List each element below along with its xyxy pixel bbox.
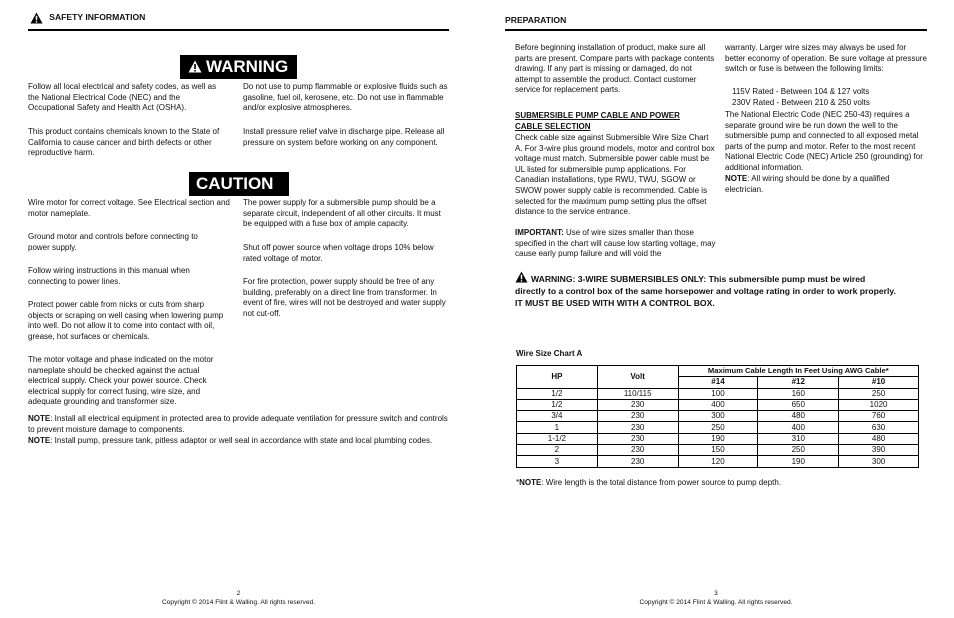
table-cell: 250 — [758, 445, 839, 456]
table-cell: 1-1/2 — [517, 433, 598, 444]
caution-col1-para-2: Ground motor and controls before connecting to power supply. — [28, 232, 198, 252]
note-label: NOTE — [28, 414, 51, 423]
table-cell: 300 — [839, 456, 919, 467]
warning-banner-label: WARNING — [206, 57, 289, 76]
table-cell: 230 — [597, 433, 678, 444]
caution-banner — [189, 172, 289, 196]
warning-line-2: directly to a control box of the same horsepower and voltage rating in order to work properly. — [515, 286, 896, 296]
caution-col1-para-3: Follow wiring instructions in this manual when connecting to power lines. — [28, 266, 190, 286]
cable-selection-heading — [515, 111, 715, 132]
table-cell: 3/4 — [517, 411, 598, 422]
safety-header-rule — [28, 29, 449, 31]
voltage-limit-115: 115V Rated - Between 104 & 127 volts — [732, 87, 870, 96]
column-header-volt: Volt — [597, 366, 678, 389]
table-cell: 100 — [678, 388, 758, 399]
table-row — [517, 399, 919, 410]
table-cell: 400 — [678, 399, 758, 410]
page-number: 3 — [714, 590, 718, 597]
table-row — [517, 422, 919, 433]
table-cell: 250 — [678, 422, 758, 433]
note-ventilation — [28, 414, 453, 435]
important-text: Use of wire sizes smaller than those specified in the chart will cause low starting voltage, may cause early pump failure and will void the — [515, 228, 716, 259]
copyright: Copyright © 2014 Flint & Walling. All rights reserved. — [639, 599, 793, 606]
note-plumbing — [28, 436, 453, 447]
table-row — [517, 445, 919, 456]
footnote-text: : Wire length is the total distance from power source to pump depth. — [541, 478, 782, 487]
caution-col1-para-5: The motor voltage and phase indicated on the motor nameplate should be checked against the actual electrical supply. Check your power source. Check electrical supply for correct fusing, wire size, and adequate grounding and transformer size. — [28, 355, 214, 407]
table-cell: 190 — [758, 456, 839, 467]
warning-col2-para-2: Install pressure relief valve in discharge pipe. Release all pressure on system before working on any component. — [243, 127, 445, 147]
caution-col2-para-1: The power supply for a submersible pump should be a separate circuit, independent of all other circuits. It must be equipped with a fuse box of ample capacity. — [243, 198, 441, 229]
safety-header — [30, 12, 145, 24]
table-cell: 120 — [678, 456, 758, 467]
note-text: : Install pump, pressure tank, pitless adaptor or well seal in accordance with state and local plumbing codes. — [50, 436, 433, 445]
table-cell: 190 — [678, 433, 758, 444]
nec-paragraph: The National Electric Code (NEC 250-43) requires a separate ground wire be run down the well to the submersible pump and connected to all exposed metal parts of the pump and motor. Refer to the most recent National Electric Code (NEC) Article 250 (grounding) for additional information. — [725, 110, 923, 172]
intro-paragraph: Before beginning installation of product, make sure all parts are present. Compare parts with package contents drawing. If any part is missing or damaged, do not attempt to assemble the product. Contact customer service for replacement parts. — [515, 43, 715, 95]
column-header-hp: HP — [517, 366, 598, 389]
table-cell: 230 — [597, 411, 678, 422]
table-footnote — [516, 478, 926, 489]
copyright: Copyright © 2014 Flint & Walling. All rights reserved. — [161, 599, 316, 606]
caution-banner-label: CAUTION — [196, 174, 274, 193]
warning-line-3: IT MUST BE USED WITH WITH A CONTROL BOX. — [515, 298, 715, 308]
warranty-paragraph: warranty. Larger wire sizes may always be used for better economy of operation. Be sure voltage at pressure switch or fuse is between the following limits: — [725, 43, 927, 74]
warning-col1-para-1: Follow all local electrical and safety codes, as well as the National Electrical Code (NEC) and the Occupational Safety and Health Act (OSHA). — [28, 82, 217, 113]
safety-header-title: SAFETY INFORMATION — [49, 12, 146, 23]
important-label: IMPORTANT: — [515, 228, 564, 237]
preparation-header: PREPARATION — [505, 15, 567, 25]
voltage-limit-230: 230V Rated - Between 210 & 250 volts — [732, 98, 870, 107]
three-wire-warning — [515, 271, 935, 309]
table-cell: 400 — [758, 422, 839, 433]
cable-selection-text: Check cable size against Submersible Wire Size Chart A. For 3-wire plus ground models, motor and control box voltage must match. Submersible power cable must be UL listed for submersible pump applications. For Canadian installations, type RWU, TWU, SGOW or SWOW power supply cable is recommended. Cable is selected for the maximum pump setting plus the offset distance to the service entrance. — [515, 133, 715, 217]
table-row — [517, 433, 919, 444]
column-header-awg12: #12 — [758, 377, 839, 388]
table-row — [517, 411, 919, 422]
note-label: NOTE — [519, 478, 542, 487]
table-row — [517, 388, 919, 399]
table-cell: 1/2 — [517, 388, 598, 399]
note-text: : All wiring should be done by a qualified electrician. — [725, 174, 890, 194]
table-cell: 150 — [678, 445, 758, 456]
cable-heading-line-2: CABLE SELECTION — [515, 121, 591, 131]
table-row — [517, 456, 919, 467]
table-cell: 760 — [839, 411, 919, 422]
table-cell: 110/115 — [597, 388, 678, 399]
nec-note — [725, 174, 925, 195]
table-cell: 250 — [839, 388, 919, 399]
table-cell: 630 — [839, 422, 919, 433]
table-cell: 300 — [678, 411, 758, 422]
wire-size-table — [516, 365, 919, 468]
footnote-asterisk: * — [516, 478, 520, 487]
table-cell: 3 — [517, 456, 598, 467]
warning-triangle-icon — [30, 12, 43, 24]
note-text: : Install all electrical equipment in protected area to provide adequate ventilation for pressure switch and controls to prevent moisture damage to components. — [28, 414, 448, 434]
column-header-awg14: #14 — [678, 377, 758, 388]
column-header-awg10: #10 — [839, 377, 919, 388]
preparation-header-rule — [505, 29, 927, 31]
caution-col1-para-1: Wire motor for correct voltage. See Electrical section and motor nameplate. — [28, 198, 230, 218]
note-label: NOTE — [28, 436, 51, 445]
chart-title: Wire Size Chart A — [516, 349, 583, 358]
table-cell: 160 — [758, 388, 839, 399]
caution-col2-para-3: For fire protection, power supply should be free of any building, preferably on a direct line from transformer. In event of fire, wires will not be destroyed and water supply not cut-off. — [243, 277, 446, 318]
table-cell: 1020 — [839, 399, 919, 410]
caution-col1-para-4: Protect power cable from nicks or cuts from sharp objects or scraping on well casing when lowering pump into well. Do not allow it to come into contact with oil, grease, hot surfaces or chemicals. — [28, 300, 224, 341]
warning-col2-para-1: Do not use to pump flammable or explosive fluids such as gasoline, fuel oil, kerosene, etc. Do not use in flammable and/or explosive atmospheres. — [243, 82, 448, 113]
column-group-header: Maximum Cable Length In Feet Using AWG Cable* — [678, 366, 918, 377]
table-cell: 650 — [758, 399, 839, 410]
cable-heading-line-1: SUBMERSIBLE PUMP CABLE AND POWER — [515, 111, 680, 120]
left-page-footer — [130, 589, 347, 607]
warning-triangle-icon — [188, 60, 202, 73]
table-cell: 230 — [597, 456, 678, 467]
warning-line-1: WARNING: 3-WIRE SUBMERSIBLES ONLY: This submersible pump must be wired — [531, 274, 866, 284]
table-cell: 1/2 — [517, 399, 598, 410]
right-page-footer — [606, 589, 826, 607]
table-cell: 480 — [839, 433, 919, 444]
important-paragraph — [515, 228, 717, 260]
caution-col2-para-2: Shut off power source when voltage drops 10% below rated voltage of motor. — [243, 243, 434, 263]
table-cell: 230 — [597, 445, 678, 456]
warning-banner — [180, 55, 297, 79]
page-number: 2 — [236, 590, 241, 597]
table-cell: 230 — [597, 399, 678, 410]
table-cell: 390 — [839, 445, 919, 456]
table-cell: 230 — [597, 422, 678, 433]
note-label: NOTE — [725, 174, 748, 183]
warning-triangle-icon — [515, 271, 528, 283]
warning-col1-para-2: This product contains chemicals known to the State of California to cause cancer and birth defects or other reproductive harm. — [28, 127, 220, 158]
table-cell: 310 — [758, 433, 839, 444]
table-cell: 2 — [517, 445, 598, 456]
table-cell: 1 — [517, 422, 598, 433]
table-cell: 480 — [758, 411, 839, 422]
